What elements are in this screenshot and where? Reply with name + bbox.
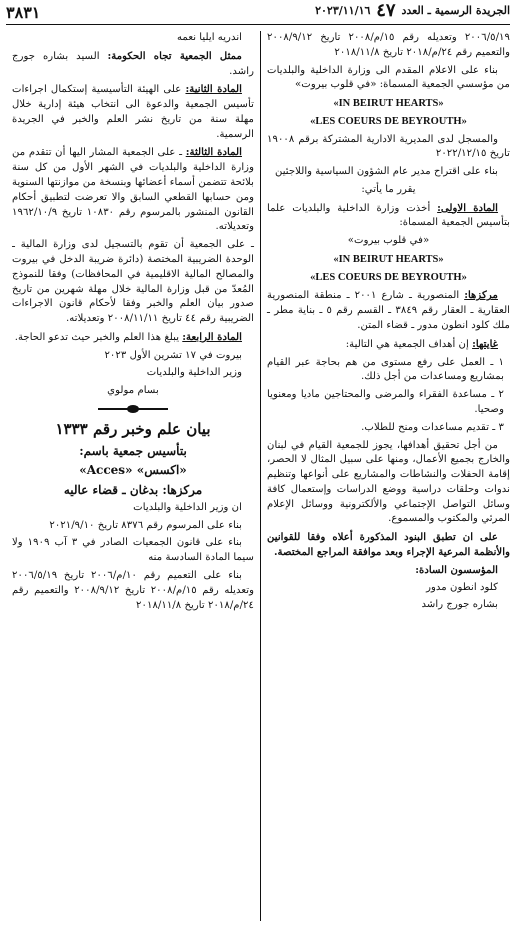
goal-item: ٢ ـ مساعدة الفقراء والمرضى والمحتاجين ماديا ومعنويا وصحيا. [267, 389, 504, 415]
founder-name: اندريه ايليا نعمه [176, 32, 242, 43]
goal-item: ٣ ـ تقديم مساعدات ومنح للطلاب. [361, 421, 504, 433]
article-one [267, 201, 510, 232]
publication-name: الجريدة الرسمية ـ العدد [401, 3, 510, 17]
minister-title: وزير الداخلية والبلديات [146, 367, 242, 379]
issue-number: ٤٧ [376, 0, 396, 21]
article-four-text: يبلغ هذا العلم والخبر حيث تدعو الحاجة. [14, 331, 180, 343]
article-two-text: على الهيئة التأسيسية إستكمال اجراءات تأسيس الجمعية والدعوة الى انتخاب هيئة إدارية خلال مهلة سنة من تاريخ نشر العلم والخبر في الجريدة الرسمية. [12, 84, 254, 140]
article-one-label: المادة الاولى: [437, 201, 499, 214]
article-three-label: المادة الثالثة: [185, 146, 242, 159]
law-reference: بناء على قانون الجمعيات الصادر في ٣ آب ١٩٠٩ ولا سيما المادة السادسة منه [12, 537, 254, 564]
association-name-fr-2: «LES COEURS DE BEYROUTH» [310, 272, 467, 284]
goal-item: ١ ـ العمل على رفع مستوى من هم بحاجة عبر القيام بمشاريع ومساعدات من أجل ذلك. [267, 356, 504, 383]
goals [267, 337, 510, 353]
proposal-paragraph: بناء على اقتراح مدير عام الشؤون السياسية واللاجئين [274, 166, 498, 178]
notice-title: بيان علم وخبر رقم ١٣٣٣ [55, 419, 211, 438]
notice-association-name: «اكسس» «Acces» [79, 463, 187, 478]
registration-paragraph: والمسجل لدى المديرية الادارية المشتركة برقم ١٩٠٠٨ تاريخ ٢٠٢٢/١٢/١٥ [267, 133, 510, 160]
association-name-ar: «في قلوب بيروت» [347, 235, 430, 247]
place-date: بيروت في ١٧ تشرين الأول ٢٠٢٣ [104, 349, 242, 361]
article-four-label: المادة الرابعة: [182, 330, 242, 343]
article-two-label: المادة الثانية: [185, 83, 242, 96]
article-four [12, 330, 254, 346]
circular-reference: بناء على التعميم رقم ١٠/م/٢٠٠٦ تاريخ ٢٠٠٦/٥/١٩ وتعديله رقم ١٥/م/٢٠٠٨ تاريخ ٢٠٠٨/٩/١٢ والتعميم رقم ٢٤/م/٢٠١٨ تاريخ ٢٠١٨/١١/٨ [12, 570, 255, 611]
left-column [12, 31, 261, 921]
article-one-text: أخذت وزارة الداخلية والبلديات علما بتأسيس الجمعية المسماة: [267, 202, 510, 229]
headquarters-label: مركزها: [464, 289, 498, 302]
issue-date: ٢٠٢٣/١١/١٦ [315, 3, 371, 17]
founder-name: كلود انطون مدور [426, 581, 498, 593]
article-three [12, 145, 254, 235]
representative-text: السيد بشاره جورج راشد. [12, 50, 254, 77]
section-divider [98, 405, 168, 413]
association-name-en: «IN BEIRUT HEARTS» [333, 98, 444, 110]
page-header [6, 0, 510, 25]
headquarters [267, 288, 510, 333]
minister-name: بسام مولوي [107, 385, 159, 397]
goals-text: إن أهداف الجمعية هي التالية: [345, 338, 469, 350]
decree-reference: بناء على المرسوم رقم ٨٣٧٦ تاريخ ٢٠٢١/٩/١٠ [49, 519, 242, 531]
notice-subtitle: بتأسيس جمعية باسم: [79, 443, 187, 458]
header-publication [315, 0, 510, 24]
notice-headquarters: مركزها: بدغان ـ قضاء عاليه [63, 482, 203, 497]
decides-heading: يقرر ما يأتي: [361, 183, 416, 195]
article-three-text: ـ على الجمعية المشار اليها أن تتقدم من وزارة الداخلية والبلديات في الشهر الأول من كل سنة بلائحة تتضمن أسماء أعضائها وبنسخة من موازنتها السنوية ومن حسابها القطعي السابق والا تعرضت لتطبيق أحكام القانون المنشور بالمرسوم رقم ١٠٨٣٠ تاريخ ١٩٦٢/١٠/٩ وتعديلاته. [12, 147, 255, 233]
government-representative [12, 49, 254, 80]
representative-label: ممثل الجمعية تجاه الحكومة: [107, 49, 243, 62]
activities-paragraph: من أجل تحقيق أهدافها، يجوز للجمعية القيام في لبنان والخارج بجميع الأعمال، ومنها على سبيل المثال لا الحصر، إقامة الحفلات والنشاطات والمشاريع على أنواعها وتنظيم ندوات وحلقات دراسية ووضع الدراسات وإستعمال كافة وسائل التواصل الإجتماعي والألكترونية ووسائل الإعلام المرئي والمكتوب والمسموع. [267, 439, 510, 525]
goals-label: غايتها: [472, 337, 498, 350]
two-column-body [6, 31, 510, 921]
association-name-en-2: «IN BEIRUT HEARTS» [333, 254, 444, 266]
page-number: ٣٨٣١ [6, 2, 41, 22]
founder-name: بشاره جورج راشد [421, 599, 498, 611]
circular-reference: ٢٠٠٦/٥/١٩ وتعديله رقم ١٥/م/٢٠٠٨ تاريخ ٢٠٠٨/٩/١٢ والتعميم رقم ٢٤/م/٢٠١٨ تاريخ ٢٠١٨/١١/٨ [267, 32, 510, 58]
article-two [12, 82, 254, 142]
association-name-fr: «LES COEURS DE BEYROUTH» [310, 116, 467, 128]
headquarters-text: المنصورية ـ شارع ٢٠٠١ ـ منطقة المنصورية العقارية ـ العقار رقم ٣٨٤٩ ـ القسم رقم ٥ ـ بناية مطر ـ ملك كلود انطون مدور ـ قضاء المتن. [267, 290, 510, 332]
compliance-paragraph: على ان تطبق البنود المذكورة أعلاه وفقا للقوانين والأنظمة المرعية الإجراء وبعد موافقة المراجع المختصة. [267, 531, 510, 558]
notification-paragraph: بناء على الاعلام المقدم الى وزارة الداخلية والبلديات من مؤسسي الجمعية المسماة: «في قلوب بيروت» [267, 64, 510, 91]
founders-label: المؤسسون السادة: [415, 563, 498, 576]
article-three-tax: ـ على الجمعية أن تقوم بالتسجيل لدى وزارة المالية ـ الوحدة الضريبية المختصة (دائرة ضريبة الدخل في بيروت والمصالح المالية الاقليمية في المحافظات) وفقا للنموذج المُعدّ من قبل وزارة المالية خلال مهلة شهرين من تاريخ صدور بيان العلم والخبر وفقا لأحكام قانون الاجراءات الضريبية رقم ٤٤ تاريخ ٢٠٠٨/١١/١١ وتعديلاته. [12, 239, 254, 325]
right-column [261, 31, 510, 921]
minister-intro: ان وزير الداخلية والبلديات [133, 501, 242, 513]
